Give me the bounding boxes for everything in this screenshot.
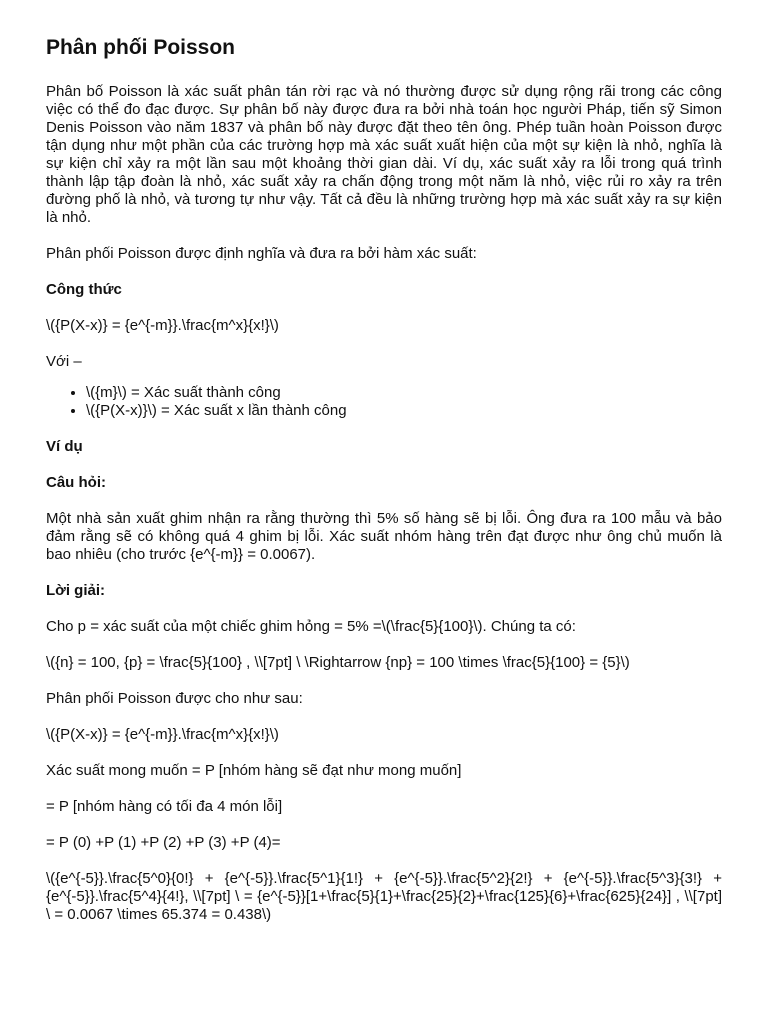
solution-formula: \({P(X-x)} = {e^{-m}}.\frac{m^x}{x!}\) [46,726,279,743]
formula-line: \({P(X-x)} = {e^{-m}}.\frac{m^x}{x!}\) [46,317,279,334]
solution-heading: Lời giải: [46,582,105,599]
solution-final: \({e^{-5}}.\frac{5^0}{0!} + {e^{-5}}.\frac{5^1}{1!} + {e^{-5}}.\frac{5^2}{2!} + {e^{-5}}.\frac{5^3}{3!} + {e^{-5}}.\frac{5^4}{4!}, \\[7pt] \ = {e^{-5}}[1+\frac{5}{1}+\frac{25}{2}+\frac{125}{6}+\frac{625}{24}] , \\[7pt] \ = 0.0067 \times 65.374 = 0.438\) [46,870,722,923]
variable-list [46,384,722,420]
solution-intro: Cho p = xác suất của một chiếc ghim hỏng = 5% =\(\frac{5}{100}\). Chúng ta có: [46,618,576,635]
example-heading: Ví dụ [46,438,83,455]
with-label: Với – [46,353,82,370]
list-item: • \({m}\) = Xác suất thành công [86,384,722,402]
question-heading: Câu hỏi: [46,474,106,491]
solution-eq1: = P [nhóm hàng có tối đa 4 món lỗi] [46,798,283,815]
question-paragraph: Một nhà sản xuất ghim nhận ra rằng thường thì 5% số hàng sẽ bị lỗi. Ông đưa ra 100 mẫu và bảo đảm rằng sẽ có không quá 4 ghim bị lỗi. Xác suất nhóm hàng trên đạt được như ông chủ muốn là bao nhiêu (cho trước {e^{-m}} = 0.0067). [46,510,722,563]
definition-line: Phân phối Poisson được định nghĩa và đưa ra bởi hàm xác suất: [46,245,477,262]
solution-eq2: = P (0) +P (1) +P (2) +P (3) +P (4)= [46,834,281,851]
list-item: • \({P(X-x)}\) = Xác suất x lần thành công [86,402,722,420]
intro-paragraph: Phân bố Poisson là xác suất phân tán rời rạc và nó thường được sử dụng rộng rãi trong các công việc có thể đo đạc được. Sự phân bố này được đưa ra bởi nhà toán học người Pháp, tiến sỹ Simon Denis Poisson vào năm 1837 và phân bố này được đặt theo tên ông. Phép tuần hoàn Poisson được tận dụng như một phần của các trường hợp mà xác suất xuất hiện của một sự kiện là nhỏ, nghĩa là sự kiện chỉ xảy ra một lần sau một khoảng thời gian dài. Ví dụ, xác suất xảy ra lỗi trong quá trình thành lập tập đoàn là nhỏ, xác suất xảy ra chấn động trong một năm là nhỏ, việc rủi ro xảy ra trên đường phố là nhỏ, và tương tự như vậy. Tất cả đều là những trường hợp mà xác suất xảy ra sự kiện là nhỏ. [46,83,722,226]
solution-np-line: \({n} = 100, {p} = \frac{5}{100} , \\[7pt] \ \Rightarrow {np} = 100 \times \frac{5}{100} = {5}\) [46,654,630,671]
page-title: Phân phối Poisson [46,36,236,59]
solution-desired: Xác suất mong muốn = P [nhóm hàng sẽ đạt như mong muốn] [46,762,462,779]
formula-heading: Công thức [46,281,122,298]
solution-given: Phân phối Poisson được cho như sau: [46,690,303,707]
